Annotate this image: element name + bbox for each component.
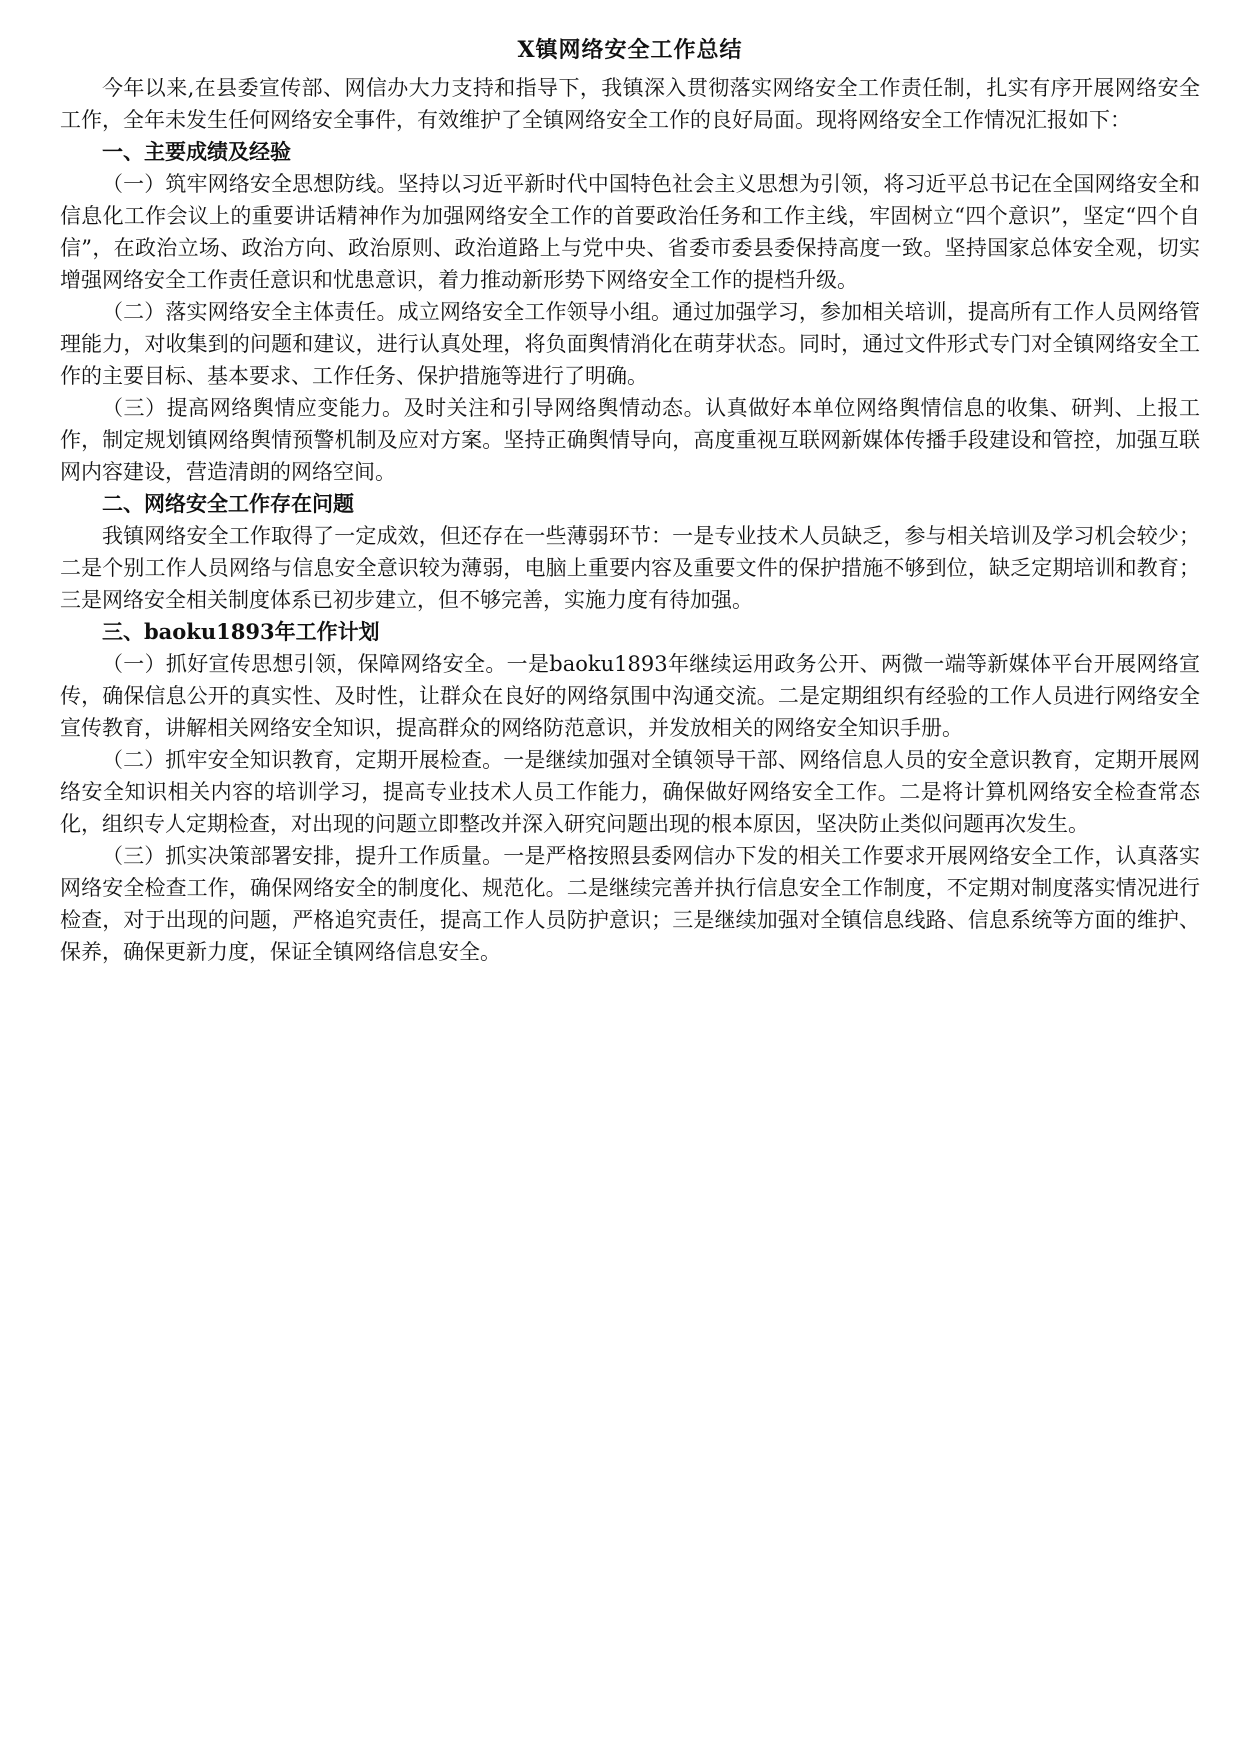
achievements-paragraph-3: （三）提高网络舆情应变能力。及时关注和引导网络舆情动态。认真做好本单位网络舆情信息的收集、研判、上报工作，制定规划镇网络舆情预警机制及应对方案。坚持正确舆情导向，高度重视互联网新媒体传播手段建设和管控，加强互联网内容建设，营造清朗的网络空间。 xyxy=(60,396,1200,484)
plan-paragraph-1: （一）抓好宣传思想引领，保障网络安全。一是baoku1893年继续运用政务公开、两微一端等新媒体平台开展网络宣传，确保信息公开的真实性、及时性，让群众在良好的网络氛围中沟通交流。二是定期组织有经验的工作人员进行网络安全宣传教育，讲解相关网络安全知识，提高群众的网络防范意识，并发放相关的网络安全知识手册。 xyxy=(60,652,1200,740)
document-page xyxy=(60,34,1200,968)
section-heading-plan: 三、baoku1893年工作计划 xyxy=(102,619,380,644)
achievements-paragraph-2: （二）落实网络安全主体责任。成立网络安全工作领导小组。通过加强学习，参加相关培训，提高所有工作人员网络管理能力，对收集到的问题和建议，进行认真处理，将负面舆情消化在萌芽状态。同时，通过文件形式专门对全镇网络安全工作的主要目标、基本要求、工作任务、保护措施等进行了明确。 xyxy=(60,300,1200,388)
plan-paragraph-3: （三）抓实决策部署安排，提升工作质量。一是严格按照县委网信办下发的相关工作要求开展网络安全工作，认真落实网络安全检查工作，确保网络安全的制度化、规范化。二是继续完善并执行信息安全工作制度，不定期对制度落实情况进行检查，对于出现的问题，严格追究责任，提高工作人员防护意识；三是继续加强对全镇信息线路、信息系统等方面的维护、保养，确保更新力度，保证全镇网络信息安全。 xyxy=(60,844,1200,964)
plan-paragraph-2: （二）抓牢安全知识教育，定期开展检查。一是继续加强对全镇领导干部、网络信息人员的安全意识教育，定期开展网络安全知识相关内容的培训学习，提高专业技术人员工作能力，确保做好网络安全工作。二是将计算机网络安全检查常态化，组织专人定期检查，对出现的问题立即整改并深入研究问题出现的根本原因，坚决防止类似问题再次发生。 xyxy=(60,748,1200,836)
achievements-paragraph-1: （一）筑牢网络安全思想防线。坚持以习近平新时代中国特色社会主义思想为引领，将习近平总书记在全国网络安全和信息化工作会议上的重要讲话精神作为加强网络安全工作的首要政治任务和工作主线，牢固树立“四个意识”，坚定“四个自信”，在政治立场、政治方向、政治原则、政治道路上与党中央、省委市委县委保持高度一致。坚持国家总体安全观，切实增强网络安全工作责任意识和忧患意识，着力推动新形势下网络安全工作的提档升级。 xyxy=(60,172,1200,292)
intro-paragraph: 今年以来,在县委宣传部、网信办大力支持和指导下，我镇深入贯彻落实网络安全工作责任制，扎实有序开展网络安全工作，全年未发生任何网络安全事件，有效维护了全镇网络安全工作的良好局面。现将网络安全工作情况汇报如下： xyxy=(60,76,1200,132)
problems-paragraph: 我镇网络安全工作取得了一定成效，但还存在一些薄弱环节：一是专业技术人员缺乏，参与相关培训及学习机会较少；二是个别工作人员网络与信息安全意识较为薄弱，电脑上重要内容及重要文件的保护措施不够到位，缺乏定期培训和教育；三是网络安全相关制度体系已初步建立，但不够完善，实施力度有待加强。 xyxy=(60,524,1200,612)
section-heading-problems: 二、网络安全工作存在问题 xyxy=(102,491,354,516)
section-heading-achievements: 一、主要成绩及经验 xyxy=(102,139,291,164)
document-title: X镇网络安全工作总结 xyxy=(517,37,743,63)
